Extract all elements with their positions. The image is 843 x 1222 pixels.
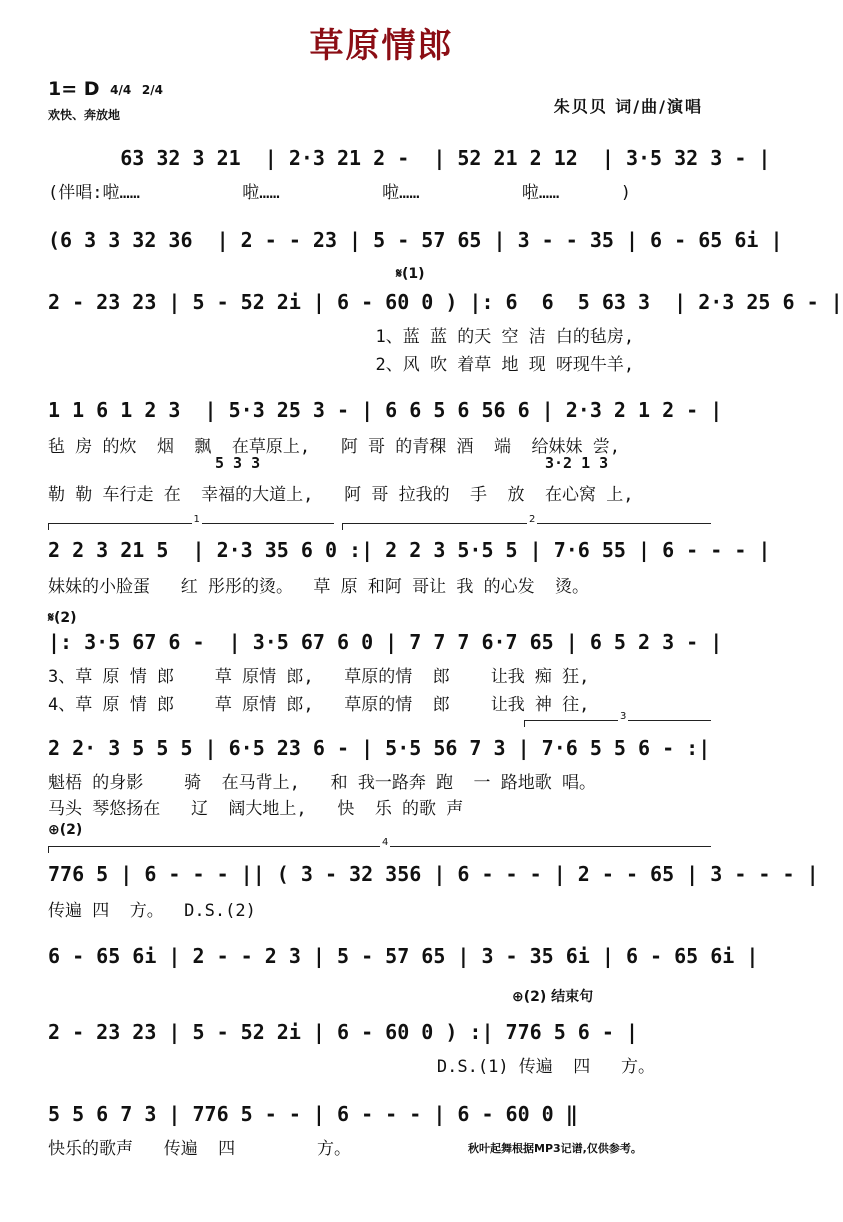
notation-row-8: 776 5 | 6 - - - || ( 3 - 32 356 | 6 - - - | 2 - - 65 | 3 - - - | — [48, 862, 819, 886]
volta-bracket-4 — [48, 837, 711, 853]
sub-notes-2: 3·2 1 3 — [545, 454, 609, 472]
coda-mark-1: ⊕(2) — [48, 822, 83, 838]
volta-bracket-3 — [524, 711, 711, 727]
lyric-row-5: 妹妹的小脸蛋 红 彤彤的烫。 草 原 和阿 哥让 我 的心发 烫。 — [48, 577, 590, 597]
lyric-row-11: 快乐的歌声 传遍 四 方。 — [48, 1139, 352, 1159]
notation-row-6: |: 3·5 67 6 - | 3·5 67 6 0 | 7 7 7 6·7 65 | 6 5 2 3 - | — [48, 630, 723, 654]
segno-mark-1: 𝄋(1) — [396, 266, 425, 282]
time-signature-1: 4/4 — [110, 82, 132, 97]
notation-row-9: 6 - 65 6i | 2 - - 2 3 | 5 - 57 65 | 3 - 35 6i | 6 - 65 6i | — [48, 944, 759, 968]
lyric-row-7a: 魁梧 的身影 骑 在马背上, 和 我一路奔 跑 一 路地歌 唱。 — [48, 773, 596, 793]
notation-row-3: 2 - 23 23 | 5 - 52 2i | 6 - 60 0 ) |: 6 6 5 63 3 | 2·3 25 6 - | — [48, 290, 843, 314]
footnote: 秋叶起舞根据MP3记谱,仅供参考。 — [468, 1142, 642, 1155]
volta-bracket-2 — [342, 514, 711, 530]
notation-row-7: 2 2· 3 5 5 5 | 6·5 23 6 - | 5·5 56 7 3 | 7·6 5 5 6 - :| — [48, 736, 711, 760]
lyric-row-7b: 马头 琴悠扬在 辽 阔大地上, 快 乐 的歌 声 — [48, 799, 464, 819]
volta-bracket-1 — [48, 514, 334, 530]
volta-number-4: 4 — [382, 837, 389, 848]
key-label: 1= D — [48, 78, 100, 100]
notation-row-5: 2 2 3 21 5 | 2·3 35 6 0 :| 2 2 3 5·5 5 | 7·6 55 | 6 - - - | — [48, 538, 771, 562]
notation-row-1: 63 32 3 21 | 2·3 21 2 - | 52 21 2 12 | 3·5 32 3 - | — [48, 146, 771, 170]
volta-number-3: 3 — [620, 711, 627, 722]
lyric-row-4a: 毡 房 的炊 烟 飘 在草原上, 阿 哥 的青稞 酒 端 给妹妹 尝, — [48, 437, 620, 457]
time-signature-2: 2/4 — [141, 82, 163, 97]
notation-row-11: 5 5 6 7 3 | 776 5 - - | 6 - - - | 6 - 60 0 ‖ — [48, 1102, 578, 1126]
author-credit: 朱贝贝 词/曲/演唱 — [553, 97, 703, 116]
lyric-row-1: (伴唱:啦…… 啦…… 啦…… 啦…… ) — [48, 183, 632, 203]
lyric-row-6b: 4、草 原 情 郎 草 原情 郎, 草原的情 郎 让我 神 往, — [48, 695, 590, 715]
tempo-marking: 欢快、奔放地 — [48, 108, 121, 122]
song-title: 草原情郎 — [309, 26, 454, 66]
lyric-row-10: D.S.(1) 传遍 四 方。 — [48, 1057, 655, 1077]
notation-row-2: (6 3 3 32 36 | 2 - - 23 | 5 - 57 65 | 3 - - 35 | 6 - 65 6i | — [48, 228, 783, 252]
lyric-row-6a: 3、草 原 情 郎 草 原情 郎, 草原的情 郎 让我 痴 狂, — [48, 667, 590, 687]
sub-notes-1: 5 3 3 — [215, 454, 261, 472]
segno-mark-2: 𝄋(2) — [48, 610, 77, 626]
notation-row-4: 1 1 6 1 2 3 | 5·3 25 3 - | 6 6 5 6 56 6 | 2·3 2 1 2 - | — [48, 398, 723, 422]
lyric-row-3b: 2、风 吹 着草 地 现 呀现牛羊, — [48, 355, 635, 375]
lyric-row-3a: 1、蓝 蓝 的天 空 洁 白的毡房, — [48, 327, 635, 347]
key-signature — [48, 78, 163, 100]
volta-number-2: 2 — [529, 514, 536, 525]
notation-row-10: 2 - 23 23 | 5 - 52 2i | 6 - 60 0 ) :| 776 5 6 - | — [48, 1020, 639, 1044]
coda-mark-2: ⊕(2) 结束句 — [512, 989, 594, 1005]
lyric-row-8: 传遍 四 方。 D.S.(2) — [48, 901, 256, 921]
volta-number-1: 1 — [193, 514, 200, 525]
lyric-row-4b: 勒 勒 车行走 在 幸福的大道上, 阿 哥 拉我的 手 放 在心窝 上, — [48, 485, 634, 505]
